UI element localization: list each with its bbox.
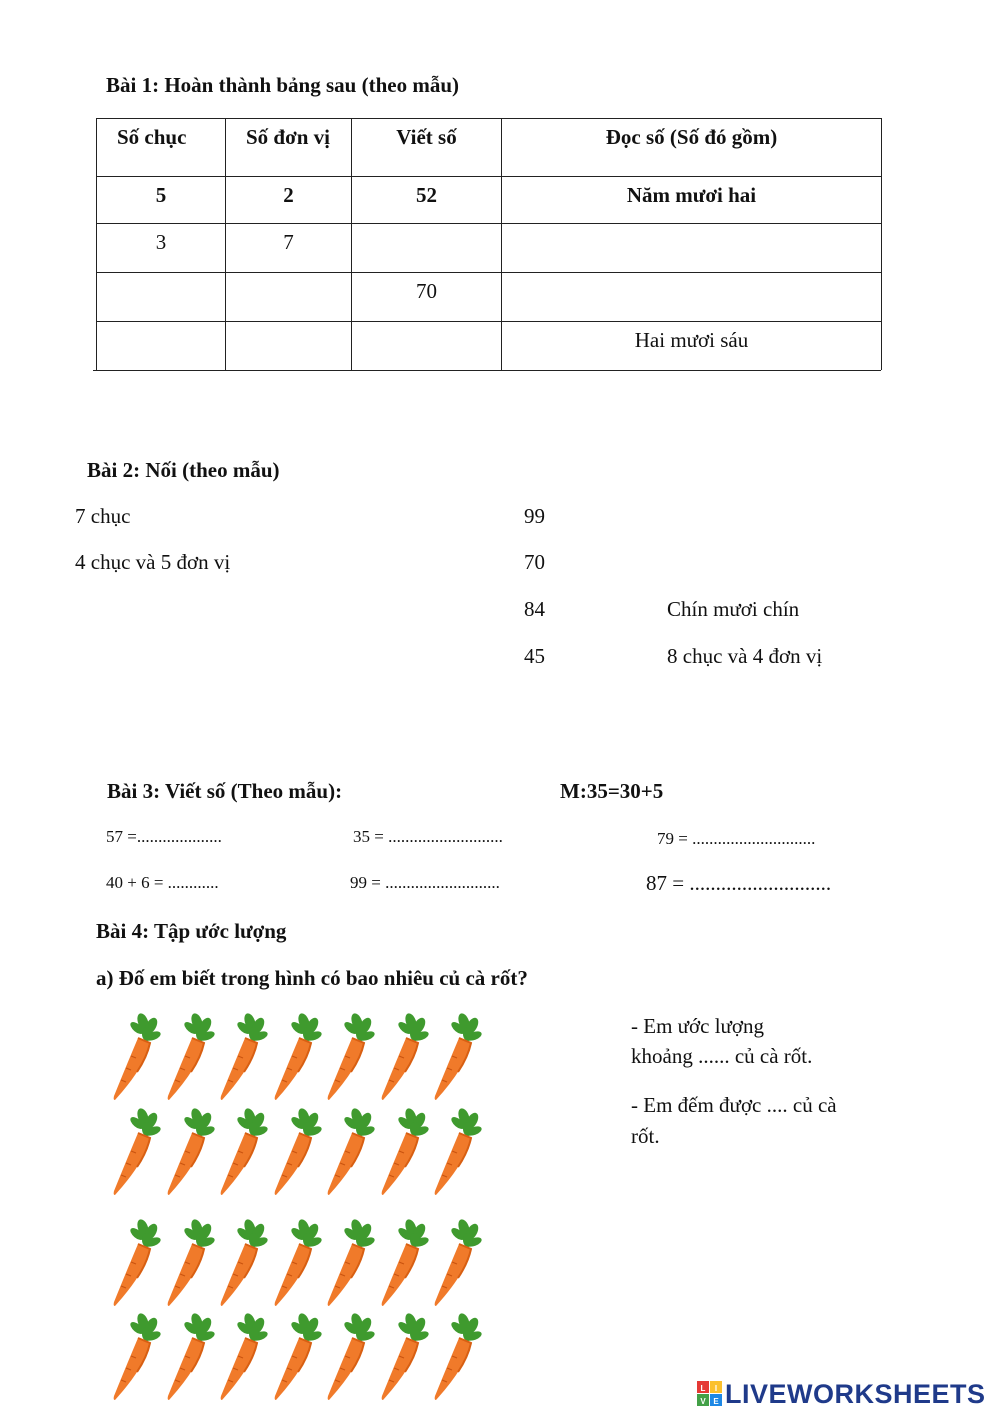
carrot-icon xyxy=(426,1312,486,1404)
carrot-icon xyxy=(105,1107,165,1199)
carrot-icon xyxy=(159,1012,219,1104)
carrot-icon xyxy=(159,1107,219,1199)
carrot-icon xyxy=(373,1218,433,1310)
answer-cell[interactable] xyxy=(352,224,502,273)
table-row xyxy=(97,273,882,322)
ex3-title: Bài 3: Viết số (Theo mẫu): xyxy=(107,779,343,803)
logo-text: LIVEWORKSHEETS xyxy=(725,1378,986,1409)
match-middle-item[interactable]: 99 xyxy=(524,504,545,528)
carrot-icon xyxy=(319,1012,379,1104)
ex3-item[interactable]: 35 = ........................... xyxy=(353,827,503,846)
header-tens: Số chục xyxy=(97,119,226,177)
header-read: Đọc số (Số đó gồm) xyxy=(502,119,882,177)
ex3-item[interactable]: 87 = ........................... xyxy=(646,871,832,895)
logo-badge-letter: L xyxy=(700,1384,706,1393)
header-units: Số đơn vị xyxy=(226,119,352,177)
carrot-icon xyxy=(159,1312,219,1404)
carrot-icon xyxy=(266,1012,326,1104)
count-line-2: rốt. xyxy=(631,1124,660,1148)
cell: Năm mươi hai xyxy=(502,177,882,224)
ex4-title: Bài 4: Tập ước lượng xyxy=(96,919,287,943)
cell: Hai mươi sáu xyxy=(502,322,882,371)
carrot-icon xyxy=(105,1012,165,1104)
carrot-icon xyxy=(373,1107,433,1199)
match-left-item[interactable]: 4 chục và 5 đơn vị xyxy=(75,550,231,574)
answer-cell[interactable] xyxy=(226,273,352,322)
ex3-item[interactable]: 79 = ............................. xyxy=(657,829,816,848)
answer-cell[interactable] xyxy=(352,322,502,371)
count-line-1[interactable]: - Em đếm được .... củ cà xyxy=(631,1093,837,1117)
carrot-icon xyxy=(212,1218,272,1310)
table-row xyxy=(97,224,882,273)
ex3-item[interactable]: 40 + 6 = ............ xyxy=(106,873,219,892)
carrot-icon xyxy=(212,1312,272,1404)
answer-cell[interactable] xyxy=(502,273,882,322)
carrot-icon xyxy=(319,1312,379,1404)
carrot-icon xyxy=(426,1012,486,1104)
carrot-icon xyxy=(212,1012,272,1104)
ex2-title: Bài 2: Nối (theo mẫu) xyxy=(87,458,280,482)
carrot-icon xyxy=(373,1312,433,1404)
match-middle-item[interactable]: 84 xyxy=(524,597,545,621)
carrot-icon xyxy=(105,1218,165,1310)
ex1-table xyxy=(96,118,882,370)
carrot-icon xyxy=(426,1218,486,1310)
liveworksheets-logo xyxy=(697,1378,986,1410)
cell: 5 xyxy=(97,177,226,224)
match-left-item[interactable]: 7 chục xyxy=(75,504,131,528)
cell: 7 xyxy=(226,224,352,273)
carrot-icon xyxy=(159,1218,219,1310)
header-write: Viết số xyxy=(352,119,502,177)
carrot-icon xyxy=(319,1107,379,1199)
carrot-icon xyxy=(266,1218,326,1310)
answer-cell[interactable] xyxy=(97,273,226,322)
estimate-line-2[interactable]: khoảng ...... củ cà rốt. xyxy=(631,1044,813,1068)
answer-cell[interactable] xyxy=(502,224,882,273)
table-row xyxy=(97,177,882,224)
ex3-item[interactable]: 99 = ........................... xyxy=(350,873,500,892)
carrot-icon xyxy=(212,1107,272,1199)
carrot-icon xyxy=(266,1107,326,1199)
carrot-icon xyxy=(373,1012,433,1104)
ex1-title: Bài 1: Hoàn thành bảng sau (theo mẫu) xyxy=(106,73,459,97)
answer-cell[interactable] xyxy=(226,322,352,371)
table-row xyxy=(97,322,882,371)
carrot-icon xyxy=(266,1312,326,1404)
ex4-question: a) Đố em biết trong hình có bao nhiêu củ cà rốt? xyxy=(96,966,528,990)
answer-cell[interactable] xyxy=(97,322,226,371)
ex3-model: M:35=30+5 xyxy=(560,779,664,803)
ex3-item[interactable]: 57 =.................... xyxy=(106,827,222,846)
estimate-line-1: - Em ước lượng xyxy=(631,1014,765,1038)
match-middle-item[interactable]: 45 xyxy=(524,644,545,668)
divider xyxy=(93,370,881,371)
logo-badge-icon xyxy=(697,1381,723,1407)
cell: 2 xyxy=(226,177,352,224)
match-right-item[interactable]: 8 chục và 4 đơn vị xyxy=(667,644,823,668)
carrot-icon xyxy=(426,1107,486,1199)
cell: 3 xyxy=(97,224,226,273)
cell: 70 xyxy=(352,273,502,322)
carrot-icon xyxy=(319,1218,379,1310)
logo-badge-letter: I xyxy=(714,1384,718,1393)
logo-badge-letter: V xyxy=(700,1397,706,1406)
carrot-icon xyxy=(105,1312,165,1404)
cell: 52 xyxy=(352,177,502,224)
logo-badge-letter: E xyxy=(713,1397,719,1406)
match-right-item[interactable]: Chín mươi chín xyxy=(667,597,800,621)
table-header-row xyxy=(97,119,882,177)
match-middle-item[interactable]: 70 xyxy=(524,550,545,574)
